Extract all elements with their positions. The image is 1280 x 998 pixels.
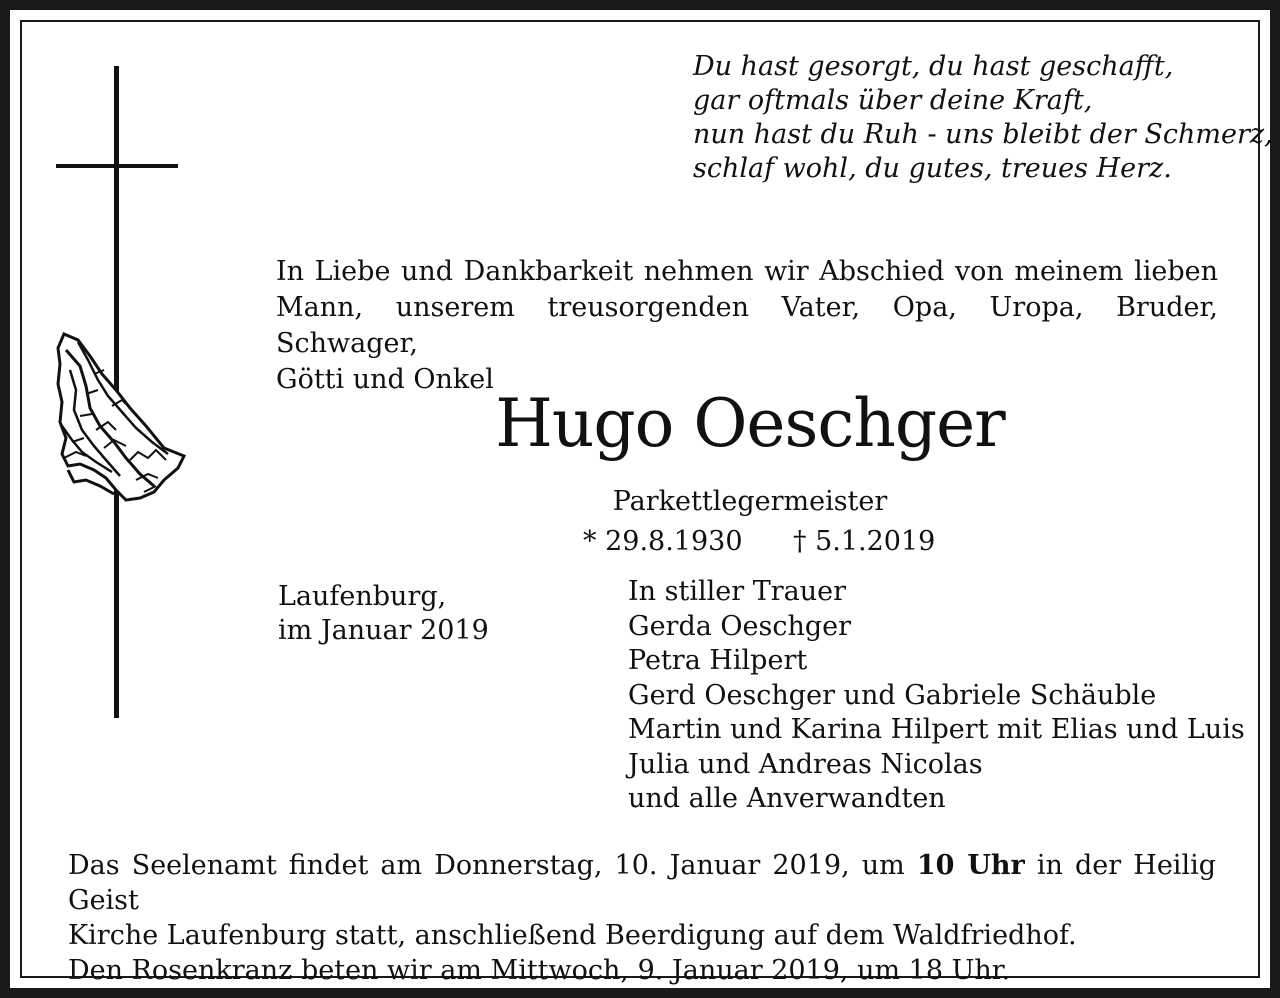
place-and-date: [278, 580, 489, 648]
mourner-name: Gerda Oeschger: [628, 610, 852, 642]
poem-line: schlaf wohl, du gutes, treues Herz.: [693, 153, 1172, 184]
mourner-name: und alle Anverwandten: [628, 783, 946, 814]
mourner-name: Gerd Oeschger und Gabriele Schäuble: [628, 679, 1157, 711]
place-line: Laufenburg,: [278, 581, 447, 612]
praying-hands-icon: [58, 334, 184, 500]
intro-line: In Liebe und Dankbarkeit nehmen wir Abschied von meinem lieben: [276, 256, 1218, 287]
poem-line: gar oftmals über deine Kraft,: [693, 85, 1093, 116]
funeral-time: 10 Uhr: [916, 850, 1025, 881]
intro-line: Götti und Onkel: [276, 364, 494, 395]
death-date: † 5.1.2019: [793, 526, 936, 557]
poem-line: Du hast gesorgt, du hast geschafft,: [693, 51, 1174, 82]
funeral-line: Kirche Laufenburg statt, anschließend Beerdigung auf dem Waldfriedhof.: [68, 920, 1077, 951]
poem: [693, 50, 1273, 186]
mourners-list: [628, 575, 1245, 817]
funeral-line: [68, 848, 1216, 918]
mourners-heading: In stiller Trauer: [628, 576, 847, 607]
mourner-name: Martin und Karina Hilpert mit Elias und Luis: [628, 714, 1245, 745]
poem-line: nun hast du Ruh - uns bleibt der Schmerz,: [693, 119, 1273, 150]
birth-date: * 29.8.1930: [583, 526, 743, 557]
rosary-line: Den Rosenkranz beten wir am Mittwoch, 9. Januar 2019, um 18 Uhr.: [68, 955, 1011, 986]
intro-line: Mann, unserem treusorgenden Vater, Opa, Uropa, Bruder, Schwager,: [276, 292, 1218, 359]
deceased-name: Hugo Oeschger: [495, 385, 1005, 462]
mourner-name: Petra Hilpert: [628, 645, 808, 676]
funeral-text: Das Seelenamt findet am Donnerstag, 10. Januar 2019, um: [68, 850, 905, 881]
funeral-text: in der Heilig Geist: [68, 850, 1216, 916]
funeral-info: [68, 848, 1216, 988]
deceased-profession: Parkettlegermeister: [612, 486, 888, 517]
date-line: im Januar 2019: [278, 615, 489, 646]
intro-paragraph: [276, 254, 1218, 398]
cross-icon: [50, 60, 190, 720]
mourner-name: Julia und Andreas Nicolas: [628, 748, 983, 780]
